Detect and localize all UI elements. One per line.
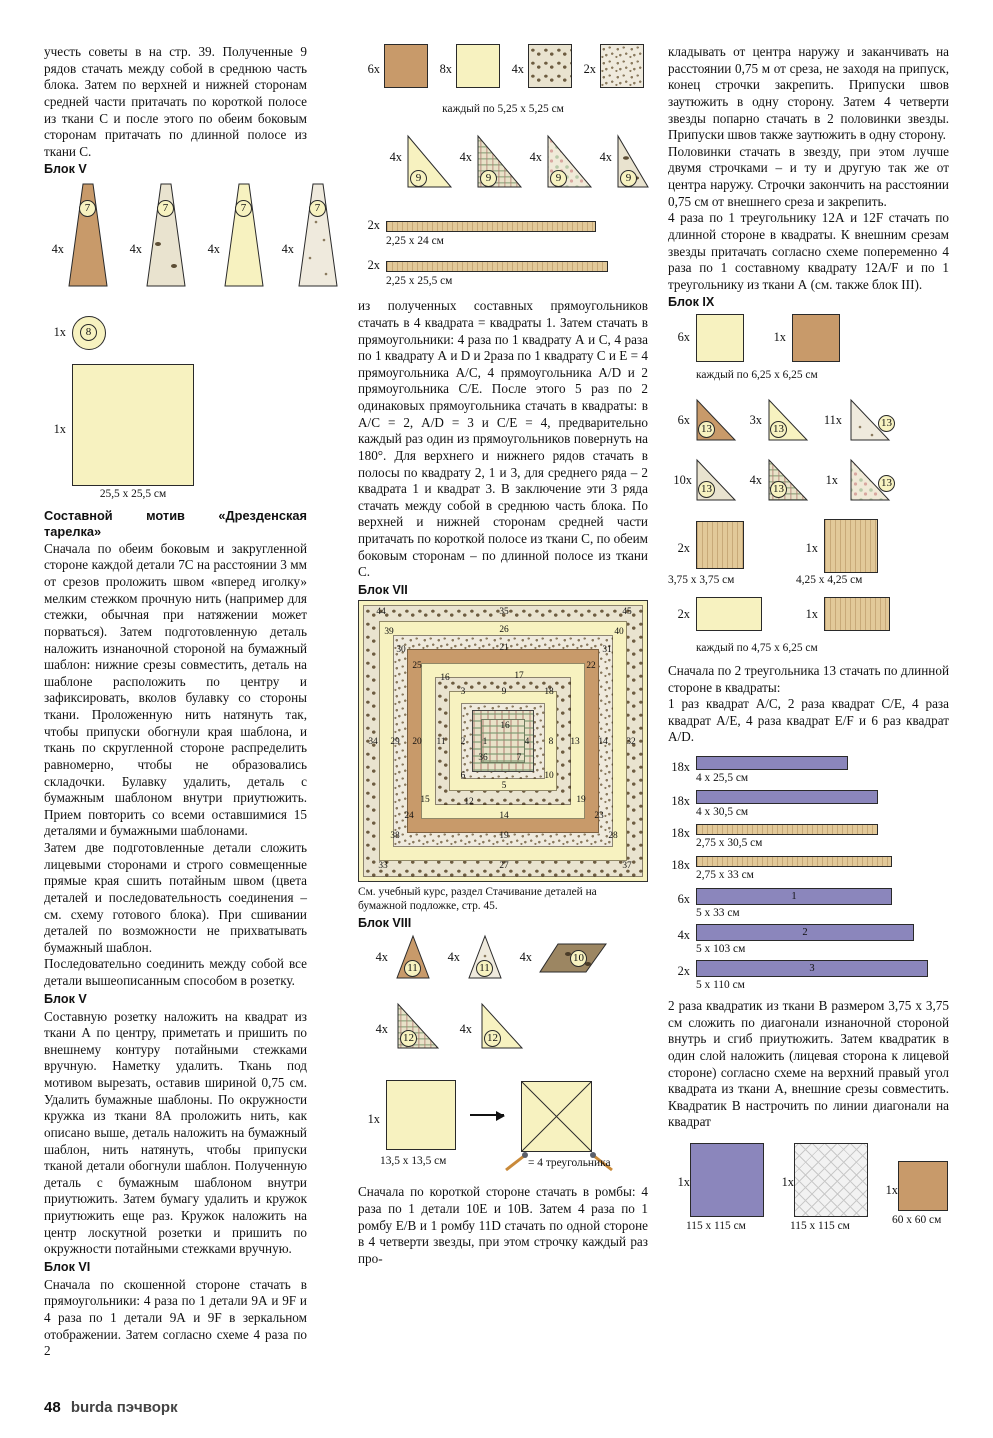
triangle-mult: 4х <box>749 472 762 487</box>
wedge-mult: 4х <box>51 242 64 257</box>
triangle-badge: 13 <box>698 481 715 498</box>
triangle-shape <box>394 1002 442 1052</box>
bar-shape <box>696 824 878 835</box>
strip-mult: 2х <box>367 218 380 233</box>
circle-badge: 8 <box>80 324 97 341</box>
col2-text-1: из полученных составных прямоугольников стачать в 4 квадрата = квадраты 1. Затем стачать в прямоугольники: 4 раза по 1 квадрату А и С, 4 раза по 1 квадрату А и D и 2раза по 1 квадрату С и Е = 4 прямоугольника А/С, 4 прямоугольника A/D и 2 прямоугольника С/Е. После этого 5 раз по 2 одинаковых прямоугольника стачать в квадраты: в А/С = 2, A/D = 3 и С/Е = 4, предварительно каждый раз один из прямоугольников повернуть на 180°. Для верхнего и нижнего рядов стачать в полосы по квадрату 2, 1 и 3, для среднего ряда – 2 квадрата 1 и квадрат 3. В заключение эти 3 ряда стачать между собой в среднюю часть блока. По верхней и нижней сторонам средней части притачать по короткой полосе из ткани С, по обеим боковым сторонам – по длинной полосе из ткани С. <box>358 298 648 580</box>
bar-caption: 2,75 х 30,5 см <box>696 837 763 850</box>
square-swatch <box>696 314 744 362</box>
shape-mult: 4х <box>447 950 460 965</box>
triangle-badge: 13 <box>878 415 895 432</box>
shape-mult: 4х <box>375 1022 388 1037</box>
rect-mult: 1х <box>805 606 818 621</box>
bar-shape <box>696 756 848 770</box>
shape-badge: 12 <box>400 1030 417 1047</box>
column-right <box>668 44 949 1235</box>
viii-row-1 <box>358 932 648 988</box>
bar-label: 2 <box>802 926 808 938</box>
dresden-text-3: Последовательно соединить между собой все детали вышеописанным способом в розетку. <box>44 956 307 989</box>
triangle-badge: 9 <box>480 170 497 187</box>
square-mult: 6х <box>367 62 380 76</box>
col3-text-3: 4 раза по 1 треугольнику 12А и 12F стачать по длинной стороне в квадраты. К внешним срезам звезды притачать согласно схеме попеременно 4 раза по 1 составному квадрату 12A/F и по 1 треугольнику из ткани А (см. также блок III). <box>668 210 949 292</box>
bar-row <box>668 886 949 922</box>
triangle-mult: 11х <box>823 412 842 427</box>
viii-row-2 <box>358 1000 648 1058</box>
squares-row-caption: каждый по 5,25 х 5,25 см <box>442 103 564 115</box>
triangle-mult: 4х <box>389 150 402 165</box>
square-swatch <box>898 1161 948 1211</box>
shape-mult: 4х <box>375 950 388 965</box>
wedge-shape <box>144 182 188 294</box>
col3-text-5: 1 раз квадрат А/С, 2 раза квадрат С/Е, 4 раза квадрат A/E, 4 раза квадрат E/F и 6 раз квадрат A/D. <box>668 696 949 745</box>
wedge-mult: 4х <box>281 242 294 257</box>
bottom-squares-row <box>668 1139 949 1235</box>
big-square-mult: 1х <box>53 422 66 437</box>
square-swatch <box>794 1143 868 1217</box>
wedge-badge: 7 <box>157 200 174 217</box>
column-middle <box>358 44 648 1268</box>
cut-square-mult: 1х <box>367 1112 380 1127</box>
rect-swatch <box>696 597 762 631</box>
big-square-shape <box>72 364 194 486</box>
wedge-badge: 7 <box>235 200 252 217</box>
triangle-badge: 13 <box>770 421 787 438</box>
triangle-mult: 10х <box>673 472 692 487</box>
cut-square-result-label: = 4 треугольника <box>528 1157 611 1170</box>
column-left <box>44 44 321 1360</box>
bar-caption: 5 х 103 см <box>696 943 746 956</box>
magazine-title: burda пэчворк <box>70 1399 178 1416</box>
strip-mult: 2х <box>367 258 380 273</box>
triangle-badge: 13 <box>878 475 895 492</box>
square-mult: 1х <box>773 330 786 345</box>
ix-rects-row <box>668 595 949 641</box>
square-mult: 4х <box>511 62 524 76</box>
square-mult: 6х <box>677 330 690 345</box>
bar-row <box>668 854 949 886</box>
square-mult: 2х <box>583 62 596 76</box>
shape-badge: 11 <box>404 960 421 977</box>
label-block-v-2: Блок V <box>44 991 87 1006</box>
block-vi-text: Сначала по скошенной стороне стачать в прямоугольники: 4 раза по 1 детали 9А и 9F и 4 раза по 1 детали 9А и 9F в зеркальном отображении. Затем согласно схеме 4 раза по 2 <box>44 1276 307 1359</box>
bar-shape <box>696 960 928 977</box>
triangle-badge: 9 <box>550 170 567 187</box>
page-number: 48 <box>44 1399 61 1416</box>
square-swatch <box>600 44 644 88</box>
square-mult: 1х <box>677 1175 690 1190</box>
cut-square-shape <box>386 1080 456 1150</box>
page-footer <box>44 1399 178 1416</box>
square-mult: 1х <box>805 540 818 555</box>
cut-square-diagram <box>358 1068 648 1178</box>
label-block-viii: Блок VIII <box>358 915 412 930</box>
log-cabin-note: См. учебный курс, раздел Стачивание деталей на бумажной подложке, стр. 45. <box>358 885 597 913</box>
square-caption: 4,25 х 4,25 см <box>796 573 863 586</box>
cut-square-caption: 13,5 х 13,5 см <box>380 1155 447 1168</box>
strip-2-row <box>358 258 648 288</box>
square-caption: 115 х 115 см <box>790 1220 850 1233</box>
square-swatch <box>792 314 840 362</box>
square-mult: 1х <box>885 1183 898 1198</box>
ix-small-squares-row <box>668 517 949 591</box>
strip-shape <box>386 221 596 232</box>
strip-caption: 2,25 х 24 см <box>386 234 444 247</box>
col3-text-2: Половинки стачать в звезду, при этом лучше двумя строчками – и ту и другую так же от центра наружу. Строчки закончить на расстоянии 0,75 см от внешнего среза и закрепить. <box>668 143 949 209</box>
strip-shape <box>386 261 608 272</box>
square-swatch <box>824 519 878 573</box>
bar-mult: 18х <box>671 858 690 873</box>
arrow-icon <box>470 1114 504 1116</box>
triangle-badge: 9 <box>620 170 637 187</box>
wedge-shape <box>222 182 266 294</box>
block-v-text: Составную розетку наложить на квадрат из ткани А по центру, приметать и пришить по внешнему контуру потайными стежками вручную. Наметку удалить. Ткань под мотивом вырезать, оставив шириной 0,75 см. Удалить бумажные шаблоны. По окружности кружка из ткани 8А проложить нить, как описано выше, деталь наложить на бумажный шаблон, нить натянуть, чтобы припуски тканой детали обогнули шаблон. Полученную деталь с бумажным шаблоном внутри приутюжить. Затем бумагу удалить и кружок приутюжить еще раз. Кружок наложить на центр лоскутной розетки и пришить по окружности потайными стежками вручную. <box>44 1008 307 1257</box>
shape-badge: 12 <box>484 1030 501 1047</box>
strip-caption: 2,25 х 25,5 см <box>386 274 453 287</box>
label-block-v: Блок V <box>44 162 87 177</box>
bar-mult: 2х <box>677 964 690 979</box>
cut-square-result-shape <box>520 1080 594 1154</box>
wedge-badge: 7 <box>309 200 326 217</box>
bar-mult: 18х <box>671 760 690 775</box>
bar-label: 3 <box>809 962 815 974</box>
shape-badge: 10 <box>570 950 587 967</box>
shape-badge: 11 <box>476 960 493 977</box>
dresden-text-2: Затем две подготовленные детали сложить лицевыми сторонами и строго совмещенные прямые края сшить потайным швом (цвета деталей и последовательность соединения – см. схему готового блока). При сшивании деталей по возможности не прихватывать бумажный шаблон. <box>44 840 307 955</box>
ix-squares-caption: каждый по 6,25 х 6,25 см <box>696 369 818 382</box>
bar-shape <box>696 790 878 804</box>
bar-row <box>668 822 949 854</box>
scissors-icon <box>504 1152 528 1172</box>
bar-mult: 4х <box>677 928 690 943</box>
square-caption: 3,75 х 3,75 см <box>668 573 735 586</box>
wedge-shape <box>66 182 110 294</box>
triangles-row <box>358 128 648 204</box>
square-swatch <box>456 44 500 88</box>
square-swatch <box>528 44 572 88</box>
triangle-mult: 3х <box>749 412 762 427</box>
bar-caption: 2,75 х 33 см <box>696 869 754 882</box>
col3-text-1: кладывать от центра наружу и заканчивать на расстоянии 0,75 м от среза, не заходя на припуск, конец строчки закрепить. Припуски швов заутюжить в одну сторону. Затем 4 четверти звезды попарно стачать в 2 половинки звезды. Припуски швов также заутюжить в одну сторону. <box>668 44 949 143</box>
shape-mult: 4х <box>459 1022 472 1037</box>
heading-dresden: Составной мотив «Дрезденская тарелка» <box>44 507 307 539</box>
bar-shape <box>696 856 892 867</box>
bars-group <box>668 754 949 994</box>
bar-mult: 6х <box>677 892 690 907</box>
bar-row <box>668 958 949 994</box>
log-cabin-block-diagram: 44 35 45 39 26 40 30 21 31 25 16 17 22 3 9 18 34 29 20 11 2 1 16 4 8 13 14 32 36 7 6 5 10 15 12 19 24 14 23 38 19 28 33 27 37 <box>358 600 648 882</box>
bar-row <box>668 922 949 958</box>
bar-shape <box>696 888 892 905</box>
triangle-badge: 13 <box>698 421 715 438</box>
square-caption: 115 х 115 см <box>686 1220 746 1233</box>
triangle-mult: 6х <box>677 412 690 427</box>
shape-mult: 4х <box>519 950 532 965</box>
wedge-mult: 4х <box>129 242 142 257</box>
ix-squares-row <box>668 312 949 368</box>
bar-label: 1 <box>791 890 797 902</box>
rect-swatch <box>824 597 890 631</box>
label-block-ix: Блок IX <box>668 295 715 310</box>
bar-caption: 5 х 110 см <box>696 979 745 992</box>
ix-rects-caption: каждый по 4,75 х 6,25 см <box>696 641 818 654</box>
bar-caption: 4 х 30,5 см <box>696 806 749 819</box>
square-caption: 60 х 60 см <box>892 1214 942 1227</box>
big-square-caption: 25,5 х 25,5 см <box>99 488 167 501</box>
bar-row <box>668 788 949 822</box>
dresden-wedges <box>44 182 321 310</box>
col2-text-2: Сначала по короткой стороне стачать в ромбы: 4 раза по 1 детали 10Е и 10В. Затем 4 раза по 1 ромбу Е/В и 1 ромбу 11D стачать по одной стороне в 4 четверти звезды, при этом строчку каждый раз про- <box>358 1184 648 1266</box>
square-mult: 2х <box>677 540 690 555</box>
col3-text-4: Сначала по 2 треугольника 13 стачать по длинной стороне в квадраты: <box>668 662 949 695</box>
square-swatch <box>384 44 428 88</box>
square-swatch <box>696 521 744 569</box>
bar-mult: 18х <box>671 794 690 809</box>
bar-caption: 5 х 33 см <box>696 907 740 920</box>
big-square-row <box>44 364 307 501</box>
bar-mult: 18х <box>671 826 690 841</box>
triangle-mult: 4х <box>529 150 542 165</box>
dresden-center-circle-row <box>44 316 307 350</box>
wedge-shape <box>296 182 340 294</box>
square-mult: 8х <box>439 62 452 76</box>
col1-intro: учесть советы в на стр. 39. Полученные 9 рядов стачать между собой в среднюю часть блока. Затем по верхней и нижней сторонам средней части притачать по короткой полосе из ткани С и после этого по обеим боковым сторонам притачать по длинной полосе из ткани С. <box>44 44 307 159</box>
bar-shape <box>696 924 914 941</box>
square-mult: 1х <box>781 1175 794 1190</box>
triangle-badge: 9 <box>410 170 427 187</box>
ix-triangle-row-1 <box>668 395 949 447</box>
wedge-badge: 7 <box>79 200 96 217</box>
rect-mult: 2х <box>677 606 690 621</box>
ix-triangle-row-2 <box>668 455 949 507</box>
triangle-badge: 13 <box>770 481 787 498</box>
triangle-shape <box>478 1002 526 1052</box>
bar-caption: 4 х 25,5 см <box>696 772 749 785</box>
bar-row <box>668 754 949 788</box>
squares-row <box>358 44 648 102</box>
dresden-text-1: Сначала по обеим боковым и закругленной стороне каждой детали 7С на расстоянии 3 мм от срезов проложить швом «вперед иголку» мелким стежком прочную нить (например для стежки, обычная при натяжении может порваться). Затем подготовленную деталь наложить изнаночной стороной на бумажный шаблон: нижние срезы совместить, деталь на шаблоне расположить по центру и зафиксировать, вколов булавку со стороны ткани. Проложенную нить натянуть так, чтобы припуски обогнули края шаблона, и ткань по скругленной стороне распределить равномерно, чтобы не образовались складочки. Булавку удалить, деталь с бумажным шаблоном внутри приутюжить. Прием повторить со всеми оставшимися 15 деталями и бумажными шаблонами. <box>44 540 307 839</box>
triangle-mult: 4х <box>599 150 612 165</box>
circle-mult: 1х <box>53 325 66 340</box>
triangle-mult: 4х <box>459 150 472 165</box>
strip-1-row <box>358 218 648 248</box>
label-block-vii: Блок VII <box>358 582 408 597</box>
col3-text-6: 2 раза квадратик из ткани В размером 3,75 х 3,75 см сложить по диагонали изнаночной стороной внутрь и сгиб приутюжить. Затем квадратик в один слой наложить (лицевая сторона к лицевой стороне) согласно схеме на верхний правый угол квадрата из ткани А, внешние срезы совместить. Квадратик В настрочить по линии диагонали на квадрат <box>668 998 949 1130</box>
wedge-mult: 4х <box>207 242 220 257</box>
circle-shape <box>72 316 106 350</box>
triangle-mult: 1х <box>825 472 838 487</box>
square-swatch <box>690 1143 764 1217</box>
label-block-vi: Блок VI <box>44 1259 91 1274</box>
